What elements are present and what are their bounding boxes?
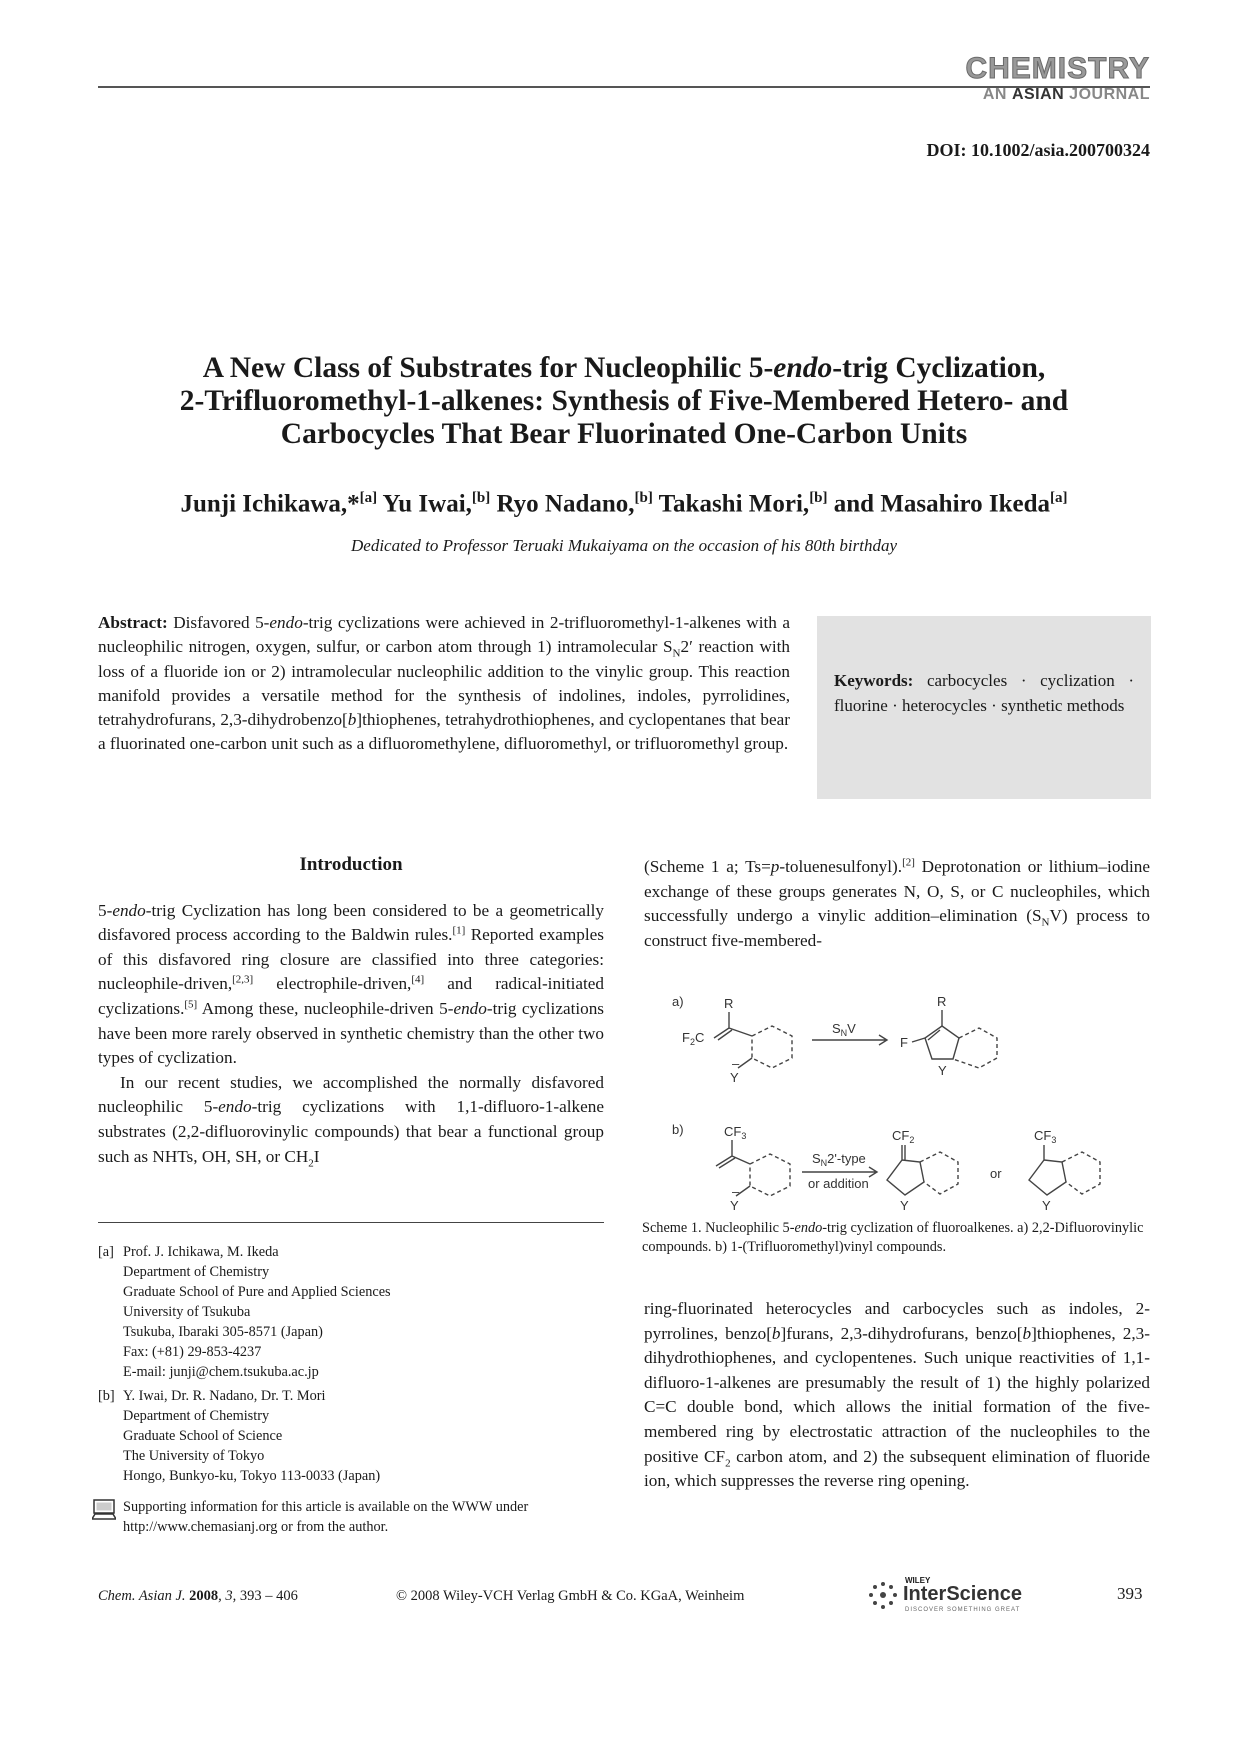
scheme-b-or: or [990, 1166, 1002, 1181]
scheme-a-y: Y [730, 1070, 739, 1085]
header-rule [98, 86, 1150, 88]
interscience-logo [867, 1576, 1047, 1616]
journal-logo [965, 53, 1150, 105]
scheme-1-figure [672, 990, 1132, 1210]
keywords-box [817, 616, 1151, 799]
scheme-a-vinyl-bond [714, 1012, 752, 1040]
scheme-b-or-addition: or addition [808, 1176, 869, 1191]
article-title: A New Class of Substrates for Nucleophilic 5-endo-trig Cyclization, 2-Trifluoromethyl-1-alkenes: Synthesis of Five-Membered Hetero- and Carbocycles That Bear Fluorinated One-Carbon Units [179, 352, 1069, 450]
scheme-b-sn2-label: $S_N2'$-type [812, 1151, 866, 1168]
intro-right-column-bottom [644, 1297, 1150, 1494]
computer-icon [92, 1499, 116, 1521]
affiliation-a: [a] Prof. J. Ichikawa, M. Ikeda Department of Chemistry Graduate School of Pure and Applied Sciences University of Tsukuba Tsukuba, Ibaraki 305-8571 (Japan) Fax: (+81) 29-853-4237 E-mail: junji@chem.tsukuba.ac.jp [98, 1244, 391, 1380]
scheme-a-snv-label: $S_NV$ [832, 1021, 856, 1038]
scheme-b-product-1-cf2: $CF_2$ [892, 1128, 915, 1145]
journal-name: CHEMISTRY [965, 52, 1150, 85]
scheme-a-minus: – [732, 1056, 740, 1071]
scheme-a-arrow [812, 1035, 887, 1045]
interscience-wordmark: InterScience [903, 1583, 1022, 1605]
scheme-b-product-2-cf3: $CF_3$ [1034, 1128, 1057, 1145]
wiley-label: WILEY [905, 1576, 931, 1585]
abstract: Abstract: Disfavored 5-endo-trig cyclizations were achieved in 2-trifluoromethyl-1-alkenes with a nucleophilic nitrogen, oxygen, sulfur, or carbon atom through 1) intramolecular $S_N2'$ reaction with loss of a fluoride ion or 2) intramolecular nucleophilic addition to the vinylic group. This reaction manifold provides a versatile method for the synthesis of indolines, indoles, pyrrolidines, tetrahydrofurans, 2,3-dihydrobenzo[b]thiophenes, tetrahydrothiophenes, and cyclopentanes that bear a fluorinated one-carbon unit such as a difluoromethylene, difluoromethyl, or trifluoromethyl group. [98, 613, 790, 754]
scheme-b-product-2-y: Y [1042, 1198, 1051, 1210]
footnote-rule [98, 1222, 604, 1223]
dedication: Dedicated to Professor Teruaki Mukaiyama on the occasion of his 80th birthday [351, 536, 897, 555]
interscience-tagline: DISCOVER SOMETHING GREAT [905, 1607, 1021, 1613]
scheme-b-product-1-y: Y [900, 1198, 909, 1210]
scheme-label-a: a) [672, 994, 684, 1009]
affiliations [98, 1242, 608, 1490]
scheme-a-f2c: $F_2C$ [682, 1030, 705, 1047]
page-number: 393 [1117, 1584, 1143, 1603]
scheme-b-benzene [750, 1154, 790, 1196]
scheme-a-benzene [752, 1026, 792, 1068]
scheme-a-product-y: Y [938, 1063, 947, 1078]
right-paragraph-1: (Scheme 1 a; Ts=p-toluenesulfonyl).[2] Deprotonation or lithium–iodine exchange of these groups generates N, O, S, or C nucleophiles, which successfully undergo a vinylic addition–elimination $(S_NV)$ process to construct five-membered- [644, 856, 1150, 950]
scheme-b-product-2-ring [1029, 1145, 1066, 1195]
footer-copyright: © 2008 Wiley-VCH Verlag GmbH & Co. KGaA, Weinheim [396, 1588, 745, 1604]
interscience-emblem-icon [867, 1580, 899, 1612]
intro-right-column-top [644, 855, 1150, 953]
scheme-caption: Scheme 1. Nucleophilic 5-endo-trig cyclization of fluoroalkenes. a) 2,2-Difluorovinylic compounds. b) 1-(Trifluoromethyl)vinyl compounds. [642, 1220, 1144, 1255]
scheme-label-b: b) [672, 1122, 684, 1137]
scheme-b-y: Y [730, 1198, 739, 1210]
supporting-information-note: Supporting information for this article is available on the WWW under http://www.chemasianj.org or from the author. [92, 1497, 643, 1537]
scheme-b-product-2-benzene [1062, 1152, 1100, 1194]
scheme-b-cf3: $CF_3$ [724, 1124, 747, 1141]
scheme-a-r: R [724, 996, 734, 1011]
scheme-a-product-f: F [900, 1035, 908, 1050]
affiliation-b: [b] Y. Iwai, Dr. R. Nadano, Dr. T. Mori Department of Chemistry Graduate School of Science The University of Tokyo Hongo, Bunkyo-ku, Tokyo 113-0033 (Japan) [98, 1388, 381, 1484]
section-heading-introduction: Introduction [299, 854, 403, 875]
scheme-a-product-r: R [937, 994, 947, 1009]
doi: DOI: 10.1002/asia.200700324 [926, 140, 1150, 160]
scheme-a-product-benzene [953, 1028, 997, 1068]
scheme-b-product-1-benzene [920, 1152, 958, 1194]
intro-paragraph-2: In our recent studies, we accomplished the normally disfavored nucleophilic 5-endo-trig cyclizations with 1,1-difluoro-1-alkene substrates (2,2-difluorovinylic compounds) that bear a functional group such as NHTs, OH, SH, or $CH_2I$ [98, 1072, 604, 1169]
scheme-a-five-ring [925, 1026, 959, 1059]
journal-subtitle: AN ASIAN JOURNAL [982, 86, 1150, 103]
intro-paragraph-1: 5-endo-trig Cyclization has long been considered to be a geometrically disfavored process according to the Baldwin rules.[1] Reported examples of this disfavored ring closure are classified into three categories: nucleophile-driven,[2,3] electrophile-driven,[4] and radical-initiated cyclizations.[5] Among these, nucleophile-driven 5-endo-trig cyclizations have been more rarely observed in synthetic chemistry than the other two types of cyclization. [98, 900, 604, 1068]
scheme-b-minus: – [732, 1184, 740, 1199]
scheme-a-nucleophile-bond [738, 1058, 752, 1068]
scheme-b-product-1-ring [887, 1145, 924, 1195]
scheme-b-vinyl-bond [716, 1140, 750, 1168]
keywords: Keywords: carbocycles · cyclization · fluorine · heterocycles · synthetic methods [834, 671, 1134, 715]
footer-citation: Chem. Asian J. 2008, 3, 393 – 406 [98, 1588, 298, 1604]
authors: Junji Ichikawa,*[a] Yu Iwai,[b] Ryo Nadano,[b] Takashi Mori,[b] and Masahiro Ikeda[a] [180, 490, 1068, 518]
right-paragraph-2: ring-fluorinated heterocycles and carbocycles such as indoles, 2-pyrrolines, benzo[b]furans, 2,3-dihydrofurans, benzo[b]thiophenes, 2,3-dihydrothiophenes, and cyclopentenes. Such unique reactivities of 1,1-difluoro-1-alkenes are presumably the result of 1) the highly polarized C=C double bond, which allows the initial formation of the five-membered ring by electrostatic attraction of the nucleophiles to the positive $CF_2$ carbon atom, and 2) the subsequent elimination of fluoride ion, which suppresses the reverse ring opening. [644, 1299, 1150, 1491]
intro-left-column [98, 853, 604, 1169]
